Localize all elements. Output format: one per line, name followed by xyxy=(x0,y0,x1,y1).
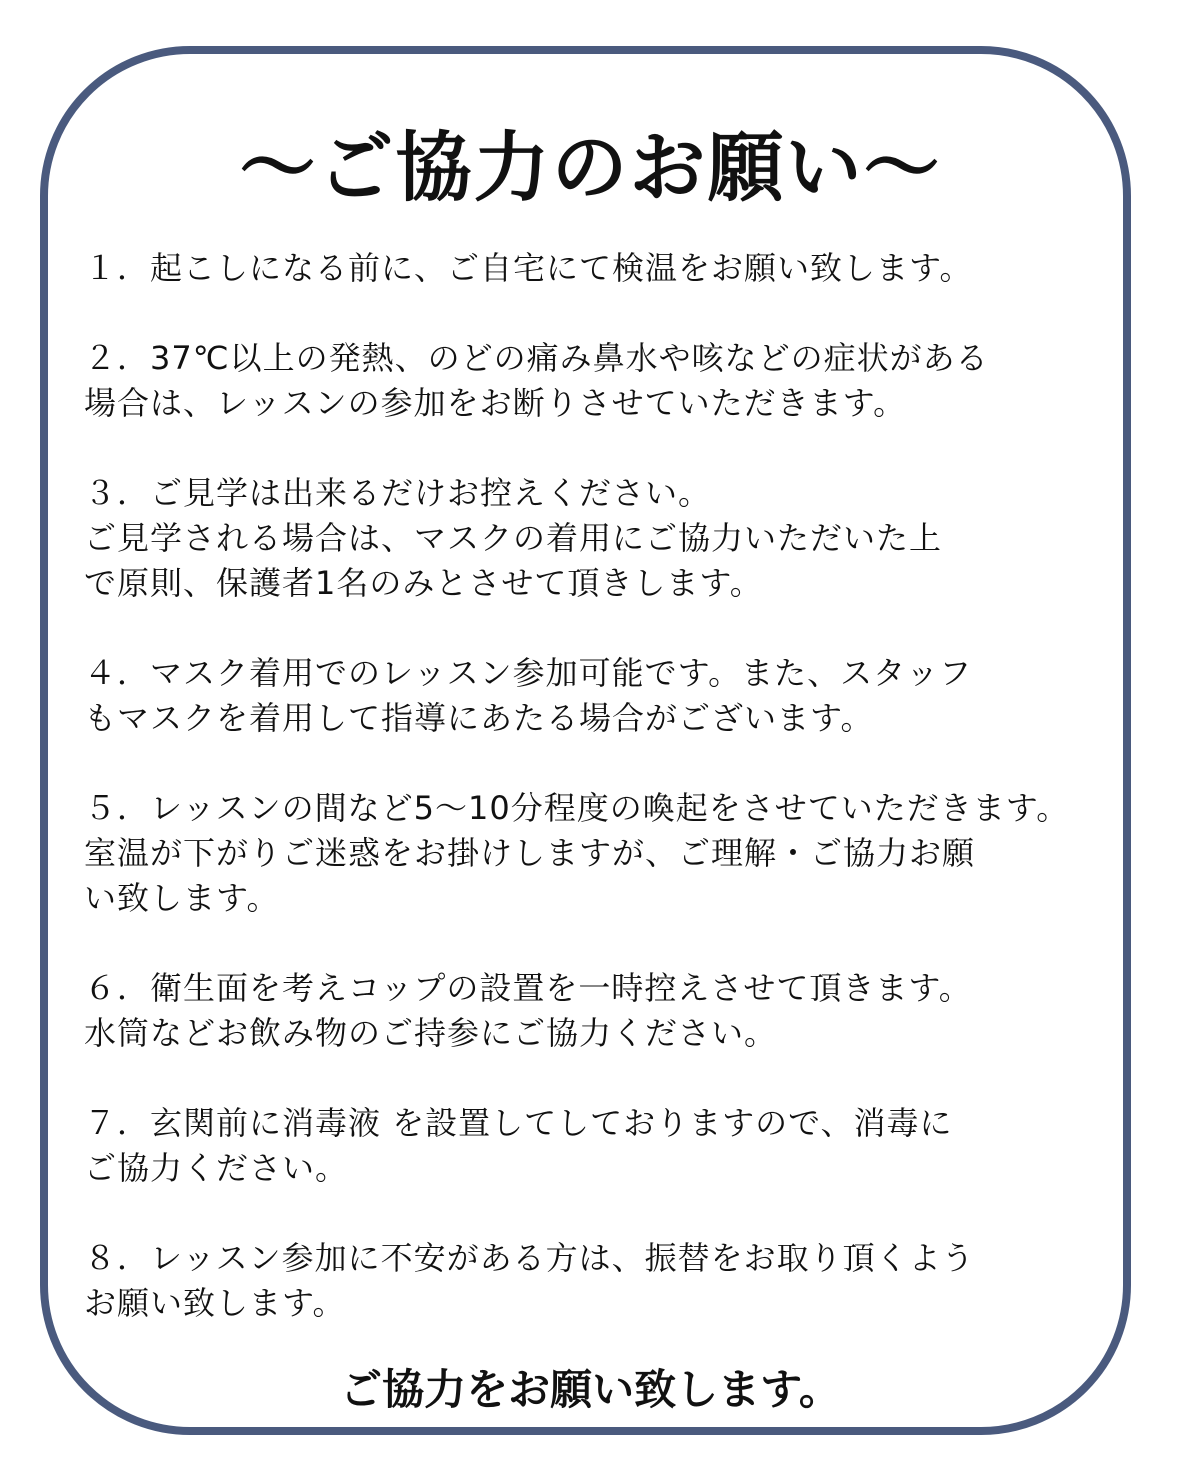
notice-line: ７．玄関前に消毒液 を設置してしておりますので、消毒に xyxy=(84,1104,953,1142)
notice-item-5 xyxy=(84,786,1134,921)
notice-line: ご協力ください。 xyxy=(84,1149,349,1187)
notice-line: ２．37℃以上の発熱、のどの痛み鼻水や咳などの症状がある xyxy=(84,339,989,377)
notice-item-1 xyxy=(84,246,1134,291)
notice-item-3 xyxy=(84,471,1134,606)
closing-message: ご協力をお願い致します。 xyxy=(340,1365,841,1414)
notice-line: ４．マスク着用でのレッスン参加可能です。また、スタッフ xyxy=(84,654,973,692)
notice-line: い致します。 xyxy=(84,879,280,917)
notice-item-7 xyxy=(84,1101,1134,1191)
notice-line: お願い致します。 xyxy=(84,1284,346,1322)
notice-line: 室温が下がりご迷惑をお掛けしますが、ご理解・ご協力お願 xyxy=(84,834,976,872)
notice-line: 水筒などお飲み物のご持参にご協力ください。 xyxy=(84,1014,778,1052)
notice-line: １．起こしになる前に、ご自宅にて検温をお願い致します。 xyxy=(84,249,973,287)
notice-line: ご見学される場合は、マスクの着用にご協力いただいた上 xyxy=(84,519,943,557)
notice-line: ８．レッスン参加に不安がある方は、振替をお取り頂くよう xyxy=(84,1239,975,1277)
notice-line: もマスクを着用して指導にあたる場合がございます。 xyxy=(84,699,874,737)
page-title: 〜ご協力のお願い〜 xyxy=(239,123,942,212)
notice-line: ５．レッスンの間など5〜10分程度の喚起をさせていただきます。 xyxy=(84,789,1070,827)
notice-item-6 xyxy=(84,966,1134,1056)
notice-line: ３．ご見学は出来るだけお控えください。 xyxy=(84,474,712,512)
notice-item-8 xyxy=(84,1236,1134,1326)
notice-line: 場合は、レッスンの参加をお断りさせていただきます。 xyxy=(84,384,907,422)
notice-line: ６．衛生面を考えコップの設置を一時控えさせて頂きます。 xyxy=(84,969,972,1007)
notice-list xyxy=(84,246,1134,1371)
notice-item-2 xyxy=(84,336,1134,426)
notice-item-4 xyxy=(84,651,1134,741)
notice-line: で原則、保護者1名のみとさせて頂きします。 xyxy=(84,564,763,602)
